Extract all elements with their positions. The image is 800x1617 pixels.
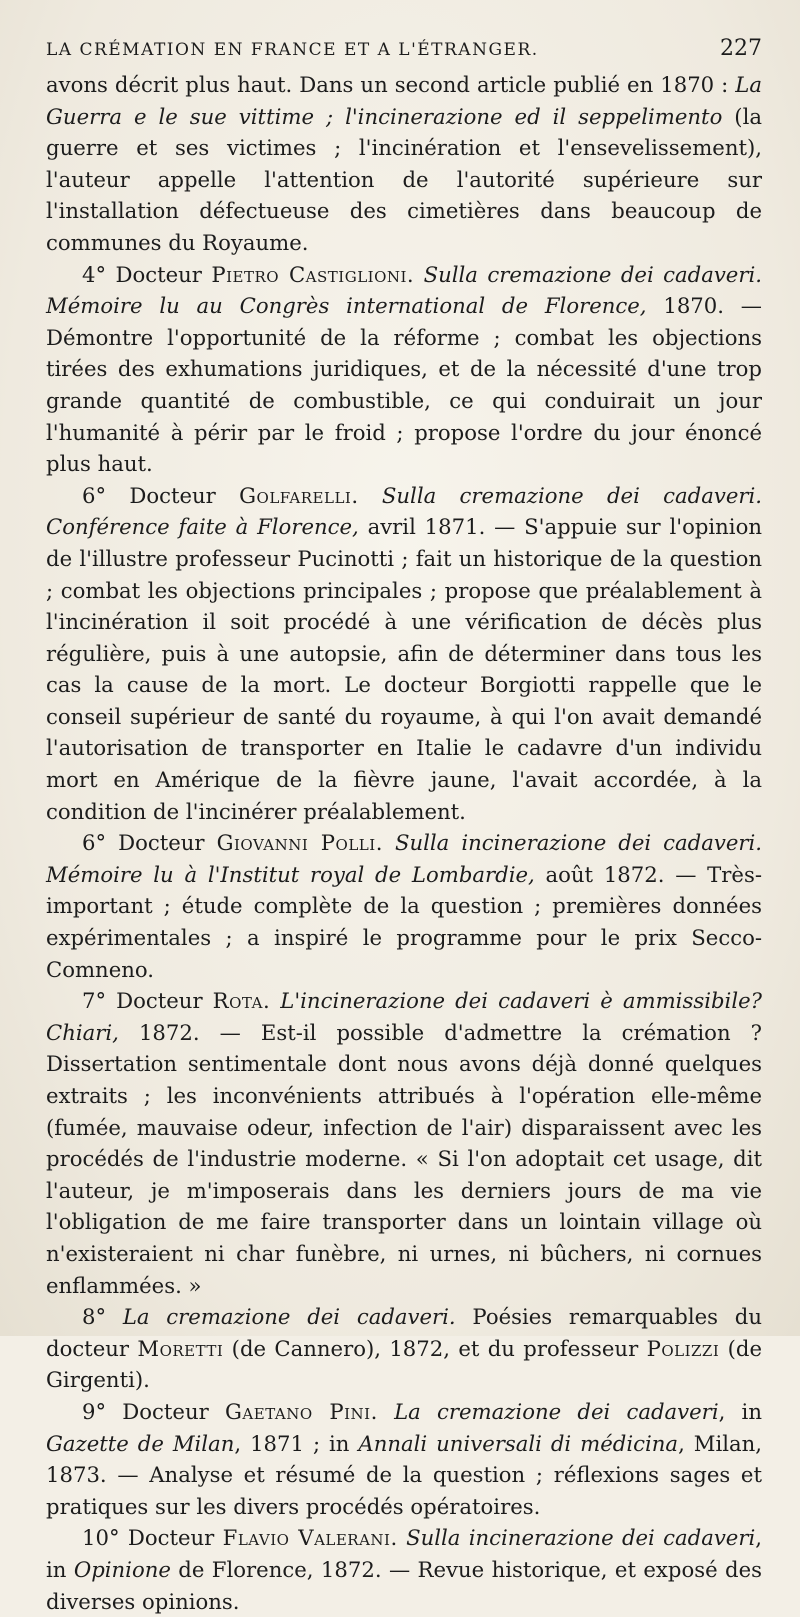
entry-text: avons décrit plus haut. Dans un second article publié en 1870 : — [46, 72, 736, 97]
entry-text: août 1872. — Très-important ; étude complète de la question ; premières données expérimentales ; a inspiré le programme pour le prix Secco-Comneno. — [46, 861, 762, 982]
entry-text — [359, 483, 382, 508]
entry-text: , in — [718, 1398, 762, 1424]
italic-title: La cremazione dei cadaveri. — [122, 1304, 456, 1330]
entry-text: (de Girgenti). — [46, 1335, 763, 1393]
entry-text: Poésies remarquables du docteur — [46, 1304, 763, 1361]
italic-title: Gazette de Milan — [46, 1430, 235, 1456]
author-name: Polizzi — [646, 1335, 720, 1361]
italic-title: La cremazione dei cadaveri — [394, 1398, 719, 1424]
bibliography-entry — [46, 1522, 762, 1617]
italic-title: Sulla incinerazione dei cadaveri — [406, 1525, 756, 1551]
entry-text: 8° — [82, 1304, 123, 1330]
entry-text: 6° Docteur — [82, 830, 217, 856]
italic-title: Sulla cremazione dei cadaveri. Mémoire lu au Congrès international de Florence, — [46, 261, 762, 319]
entry-text: 4° Docteur — [82, 261, 212, 287]
entry-text: (la guerre et ses victimes ; l'incinération et l'ensevelissement), l'auteur appelle l'attention de l'autorité supérieure sur l'installation défectueuse des cimetières dans beaucoup de communes du Royaume. — [46, 103, 762, 255]
bibliography-entry — [46, 985, 762, 1301]
italic-title: Sulla incinerazione dei cadaveri. Mémoire lu à l'Institut royal de Lombardie, — [46, 830, 762, 887]
entry-text: , 1871 ; in — [234, 1430, 359, 1456]
entry-text — [398, 1525, 406, 1550]
bibliography-entry — [46, 69, 762, 259]
italic-title: Sulla cremazione dei cadaveri. Conférence faite à Florence, — [46, 482, 762, 540]
italic-title: La Guerra e le sue vittime ; l'incinerazione ed il seppelimento — [46, 72, 762, 129]
page-number: 227 — [720, 36, 762, 61]
body-text — [46, 69, 762, 1617]
entry-text: avril 1871. — S'appuie sur l'opinion de l'illustre professeur Pucinotti ; fait un historique de la question ; combat les objections principales ; propose que préalablement à l'incinération il soit procédé à une vérification de décès plus régulière, puis à une autopsie, afin de déterminer dans tous les cas la cause de la mort. Le docteur Borgiotti rappelle que le conseil supérieur de santé du royaume, à qui l'on avait demandé l'autorisation de transporter en Italie le cadavre d'un individu mort en Amérique de la fièvre jaune, l'avait accordée, à la condition de l'incinérer préalablement. — [46, 514, 762, 824]
italic-title: Opinione — [73, 1556, 171, 1582]
entry-text: 1872. — Est-il possible d'admettre la crémation ? Dissertation sentimentale dont nous avons déjà donné quelques extraits ; les inconvénients attribués à l'opération elle-même (fumée, mauvaise odeur, infection de l'air) disparaissent avec les procédés de l'industrie moderne. « Si l'on adoptait cet usage, dit l'auteur, je m'imposerais dans les derniers jours de ma vie l'obligation de me faire transporter dans un lointain village où n'existeraient ni char funèbre, ni urnes, ni bûchers, ni cornues enflammées. » — [46, 1019, 762, 1298]
entry-text: 9° Docteur — [82, 1398, 225, 1424]
entry-text: 1870. — Démontre l'opportunité de la réforme ; combat les objections tirées des exhumations juridiques, et de la nécessité d'une trop grande quantité de combustible, ce qui conduirait un jour l'humanité à périr par le froid ; propose l'ordre du jour énoncé plus haut. — [46, 293, 762, 477]
author-name: Moretti — [137, 1335, 224, 1361]
entry-text: , in — [46, 1525, 762, 1582]
bibliography-entry — [46, 1396, 762, 1522]
author-name: Rota. — [212, 988, 271, 1014]
running-header — [46, 36, 762, 61]
author-name: Flavio Valerani. — [222, 1525, 398, 1551]
entry-text: de Florence, 1872. — Revue historique, et exposé des diverses opinions. — [46, 1556, 762, 1614]
italic-title: Annali universali di médicina — [358, 1430, 679, 1456]
author-name: Golfarelli. — [239, 482, 359, 508]
author-name: Pietro Castiglioni. — [211, 261, 415, 287]
entry-text: 10° Docteur — [82, 1525, 223, 1551]
bibliography-entry — [46, 259, 762, 480]
entry-text: 7° Docteur — [82, 988, 213, 1014]
entry-text — [383, 830, 395, 855]
bibliography-entry — [46, 480, 762, 828]
author-name: Gaetano Pini. — [224, 1398, 378, 1424]
italic-title: L'incinerazione dei cadaveri è ammissibile? Chiari, — [46, 988, 762, 1045]
bibliography-entry — [46, 827, 762, 985]
entry-text — [414, 262, 423, 287]
entry-text — [270, 988, 280, 1013]
bibliography-entry — [46, 1301, 762, 1396]
entry-text: (de Cannero), 1872, et du professeur — [223, 1335, 647, 1361]
entry-text: , Milan, 1873. — Analyse et résumé de la question ; réflexions sages et pratiques sur les divers procédés opératoires. — [46, 1430, 763, 1519]
entry-text — [378, 1399, 394, 1424]
entry-text: 6° Docteur — [82, 482, 240, 508]
running-title: LA CRÉMATION EN FRANCE ET A L'ÉTRANGER. — [46, 40, 539, 60]
author-name: Giovanni Polli. — [216, 830, 383, 856]
